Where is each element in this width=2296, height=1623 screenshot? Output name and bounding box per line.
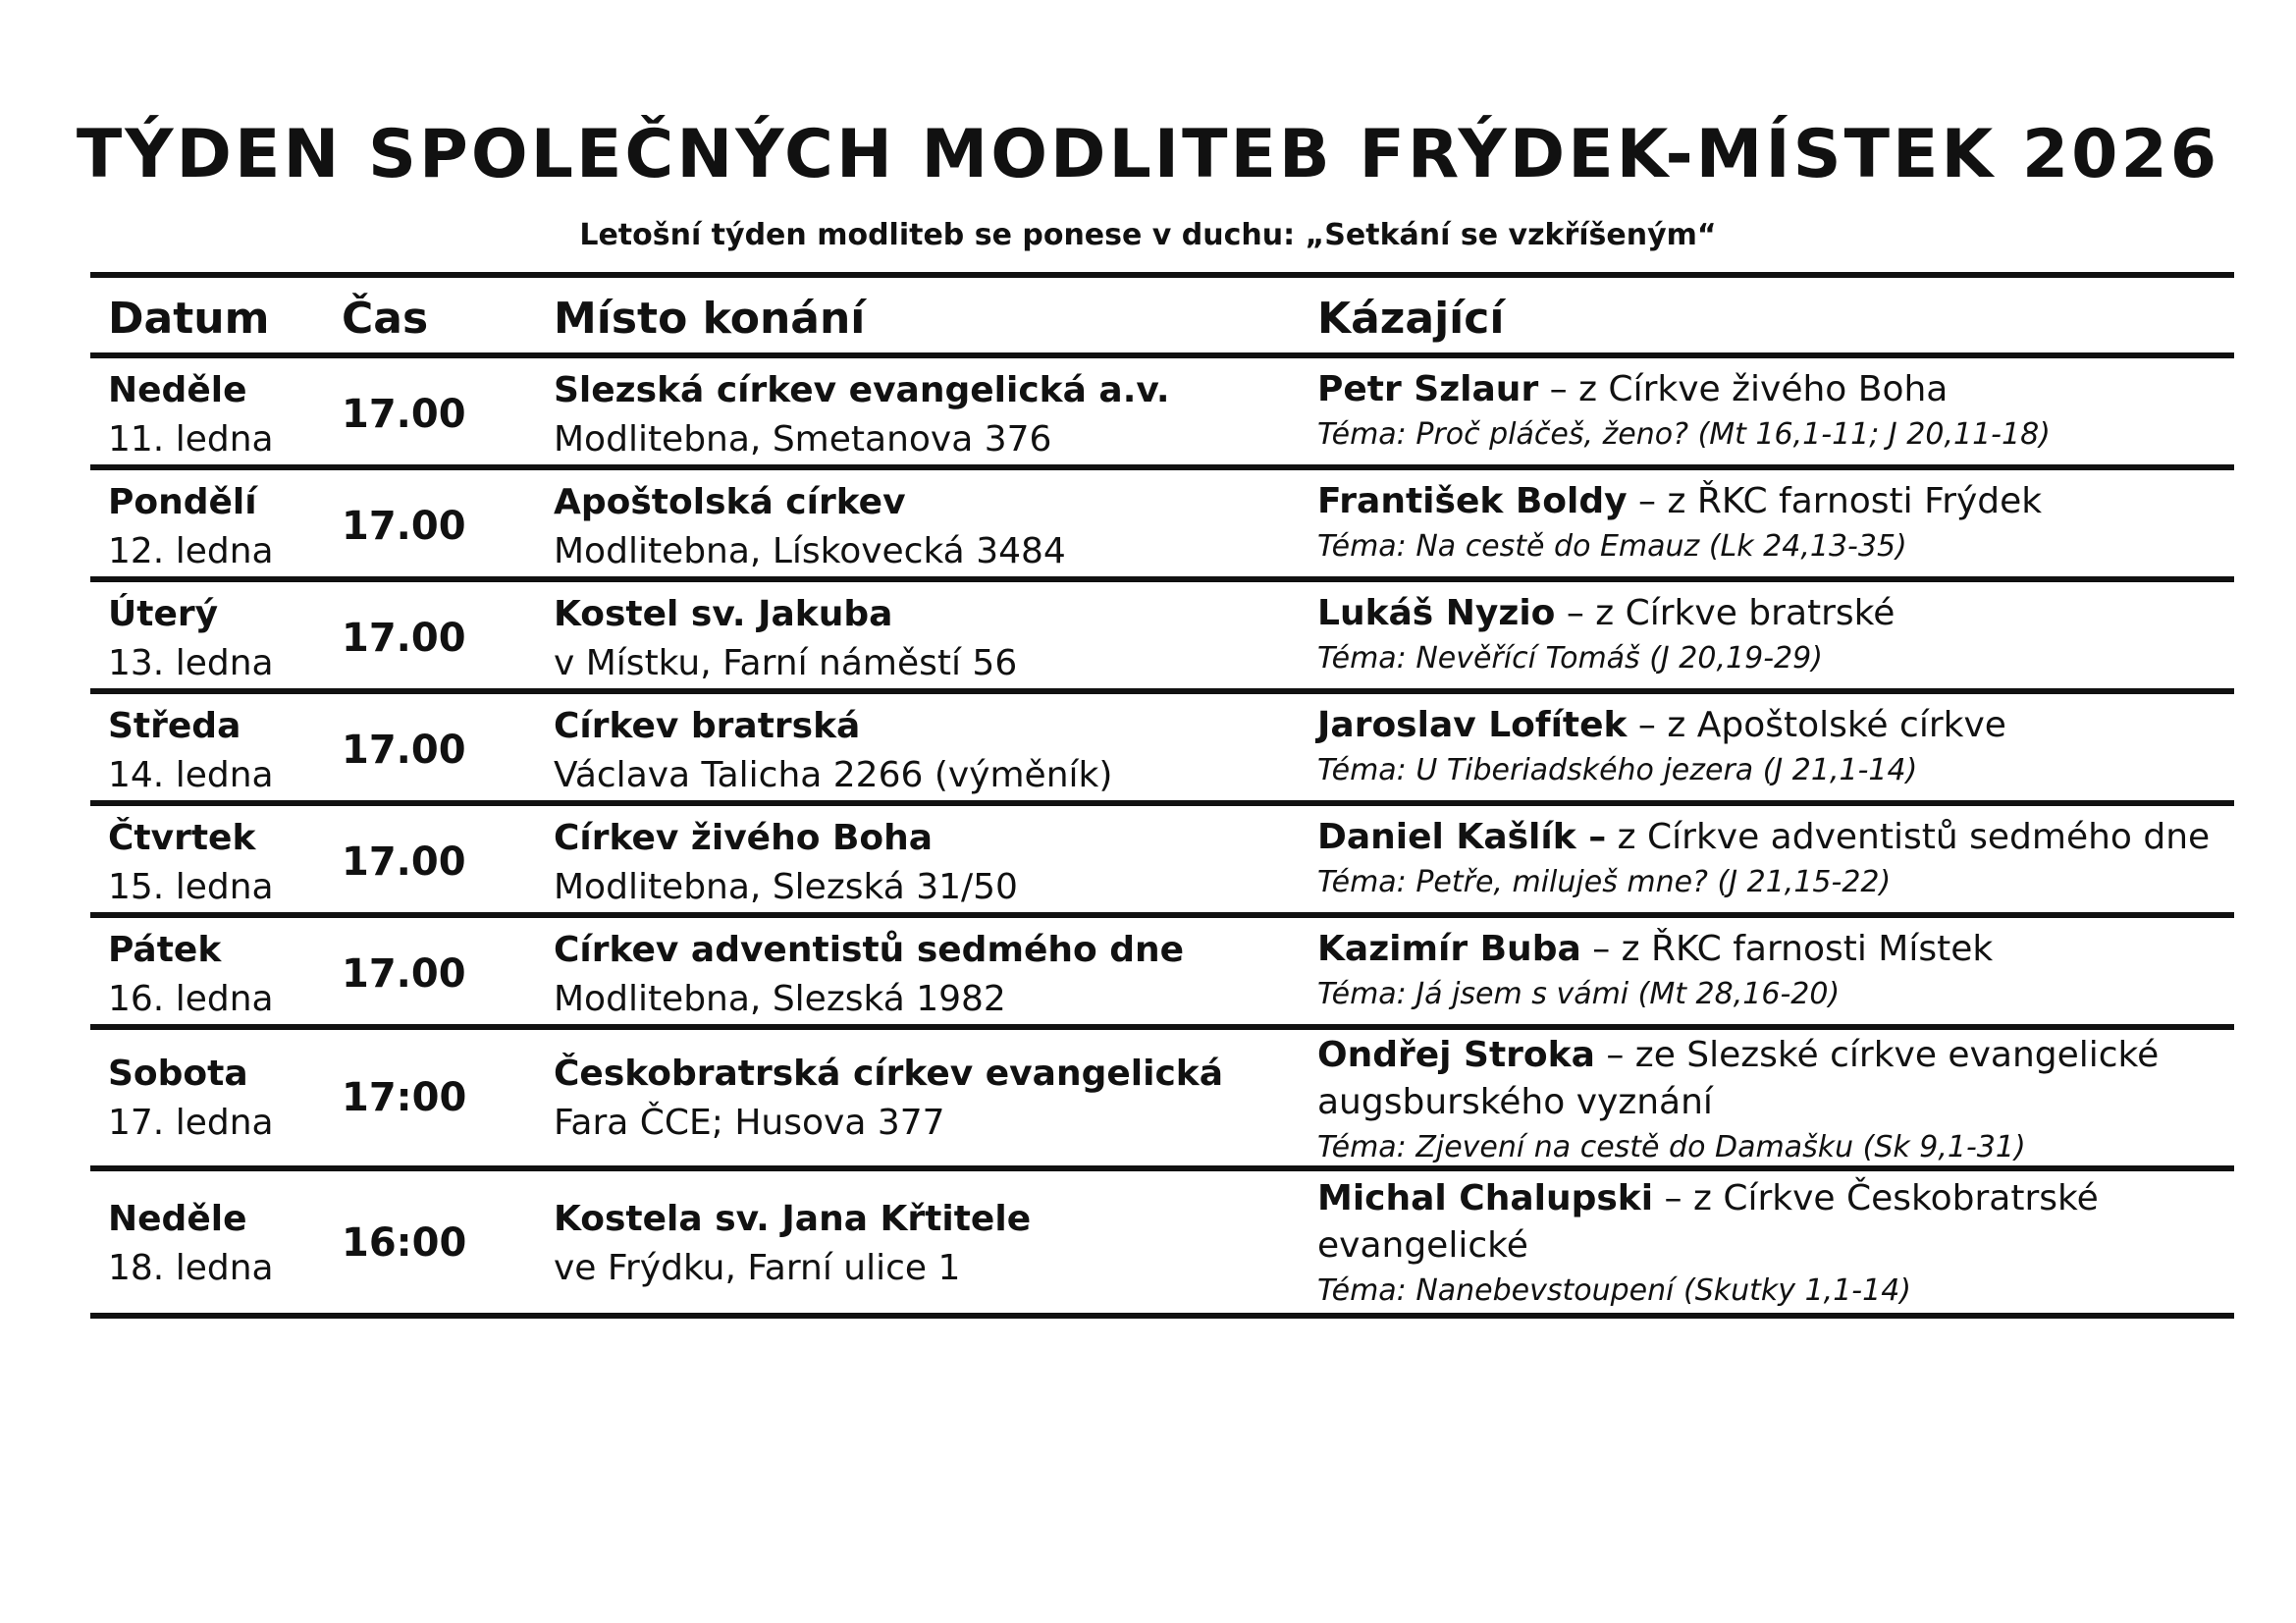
table-row (90, 806, 2234, 918)
church-address: ve Frýdku, Farní ulice 1 (554, 1248, 961, 1288)
time-cell: 17.00 (342, 392, 466, 437)
sermon-theme: Téma: Nevěřící Tomáš (J 20,19-29) (1317, 641, 1823, 676)
place-cell (554, 702, 1112, 800)
preacher-cell (1317, 1175, 2220, 1313)
date-cell (108, 926, 274, 1024)
preacher-cell (1317, 814, 2220, 904)
page-title: TÝDEN SPOLEČNÝCH MODLITEB FRÝDEK-MÍSTEK 2026 (76, 116, 2220, 193)
date-cell (108, 1195, 274, 1293)
place-cell (554, 926, 1184, 1024)
preacher-cell (1317, 926, 2220, 1016)
day-date: 11. ledna (108, 419, 274, 460)
table-row (90, 470, 2234, 582)
table-header (90, 278, 2234, 358)
sermon-theme: Téma: Na cestě do Emauz (Lk 24,13-35) (1317, 529, 1907, 564)
church-address: Modlitebna, Smetanova 376 (554, 419, 1052, 460)
preacher-name: Petr Szlaur (1317, 369, 1539, 409)
table-row (90, 1171, 2234, 1313)
date-cell (108, 814, 274, 912)
day-name: Neděle (108, 1199, 247, 1239)
table-row (90, 582, 2234, 694)
day-name: Středa (108, 706, 241, 746)
place-cell (554, 590, 1017, 688)
church-name: Církev živého Boha (554, 818, 934, 858)
page-subtitle: Letošní týden modliteb se ponese v duchu: „Setkání se vzkříšeným“ (579, 218, 1717, 252)
sermon-theme: Téma: U Tiberiadského jezera (J 21,1-14) (1317, 753, 1918, 787)
time-cell: 17.00 (342, 728, 466, 773)
place-cell (554, 814, 1018, 912)
preacher-cell (1317, 366, 2220, 457)
preacher-name: Michal Chalupski (1317, 1178, 1654, 1218)
time-cell: 16:00 (342, 1220, 467, 1266)
church-name: Slezská církev evangelická a.v. (554, 370, 1170, 410)
day-date: 14. ledna (108, 755, 274, 795)
preacher-name: Ondřej Stroka (1317, 1035, 1595, 1075)
date-cell (108, 1050, 274, 1148)
sermon-theme: Téma: Já jsem s vámi (Mt 28,16-20) (1317, 977, 1841, 1011)
header-time: Čas (342, 294, 429, 344)
preacher-affiliation: – z ŘKC farnosti Frýdek (1627, 481, 2043, 521)
church-name: Kostel sv. Jakuba (554, 594, 893, 634)
church-name: Církev bratrská (554, 706, 861, 746)
day-name: Pondělí (108, 482, 257, 522)
church-name: Českobratrská církev evangelická (554, 1054, 1224, 1094)
church-address: Václava Talicha 2266 (výměník) (554, 755, 1113, 795)
sermon-theme: Téma: Proč pláčeš, ženo? (Mt 16,1-11; J 20,11-18) (1317, 417, 2051, 452)
day-name: Čtvrtek (108, 818, 256, 858)
place-cell (554, 478, 1066, 576)
day-date: 13. ledna (108, 643, 274, 683)
preacher-affiliation: – ze Slezské církve evangelické augsburského vyznání (1317, 1035, 2160, 1122)
preacher-affiliation: z Církve adventistů sedmého dne (1606, 817, 2211, 857)
place-cell (554, 1195, 1031, 1293)
time-cell: 17.00 (342, 504, 466, 549)
church-name: Kostela sv. Jana Křtitele (554, 1199, 1032, 1239)
church-name: Apoštolská církev (554, 482, 906, 522)
preacher-cell (1317, 590, 2220, 680)
time-cell: 17.00 (342, 839, 466, 885)
table-row (90, 1030, 2234, 1171)
preacher-cell (1317, 702, 2220, 792)
time-cell: 17:00 (342, 1075, 467, 1120)
preacher-cell (1317, 1032, 2220, 1169)
sermon-theme: Téma: Nanebevstoupení (Skutky 1,1-14) (1317, 1273, 1911, 1308)
table-row (90, 358, 2234, 470)
preacher-name: Daniel Kašlík – (1317, 817, 1607, 857)
day-date: 16. ledna (108, 979, 274, 1019)
day-date: 15. ledna (108, 867, 274, 907)
sermon-theme: Téma: Petře, miluješ mne? (J 21,15-22) (1317, 865, 1892, 899)
schedule-table (90, 272, 2234, 1319)
preacher-name: František Boldy (1317, 481, 1628, 521)
preacher-affiliation: – z Církve živého Boha (1538, 369, 1949, 409)
date-cell (108, 478, 274, 576)
church-address: Modlitebna, Lískovecká 3484 (554, 531, 1066, 571)
date-cell (108, 366, 274, 464)
header-preacher: Kázající (1317, 294, 1505, 344)
church-address: Modlitebna, Slezská 1982 (554, 979, 1006, 1019)
day-name: Úterý (108, 594, 219, 634)
preacher-affiliation: – z Církve bratrské (1555, 593, 1896, 633)
preacher-cell (1317, 478, 2220, 568)
time-cell: 17.00 (342, 951, 466, 997)
day-date: 12. ledna (108, 531, 274, 571)
church-address: v Místku, Farní náměstí 56 (554, 643, 1018, 683)
church-address: Fara ČCE; Husova 377 (554, 1103, 945, 1143)
day-name: Neděle (108, 370, 247, 410)
table-row (90, 918, 2234, 1030)
church-address: Modlitebna, Slezská 31/50 (554, 867, 1018, 907)
preacher-affiliation: – z Církve Českobratrské evangelické (1317, 1178, 2099, 1266)
preacher-name: Jaroslav Lofítek (1317, 705, 1628, 745)
church-name: Církev adventistů sedmého dne (554, 930, 1185, 970)
date-cell (108, 702, 274, 800)
header-place: Místo konání (554, 294, 866, 344)
day-date: 18. ledna (108, 1248, 274, 1288)
place-cell (554, 366, 1170, 464)
date-cell (108, 590, 274, 688)
table-row (90, 694, 2234, 806)
time-cell: 17.00 (342, 616, 466, 661)
day-name: Sobota (108, 1054, 248, 1094)
preacher-name: Kazimír Buba (1317, 929, 1581, 969)
sermon-theme: Téma: Zjevení na cestě do Damašku (Sk 9,1-31) (1317, 1130, 2026, 1164)
place-cell (554, 1050, 1223, 1148)
preacher-name: Lukáš Nyzio (1317, 593, 1556, 633)
preacher-affiliation: – z ŘKC farnosti Místek (1580, 929, 1994, 969)
day-name: Pátek (108, 930, 222, 970)
day-date: 17. ledna (108, 1103, 274, 1143)
preacher-affiliation: – z Apoštolské církve (1627, 705, 2006, 745)
header-date: Datum (108, 294, 270, 344)
